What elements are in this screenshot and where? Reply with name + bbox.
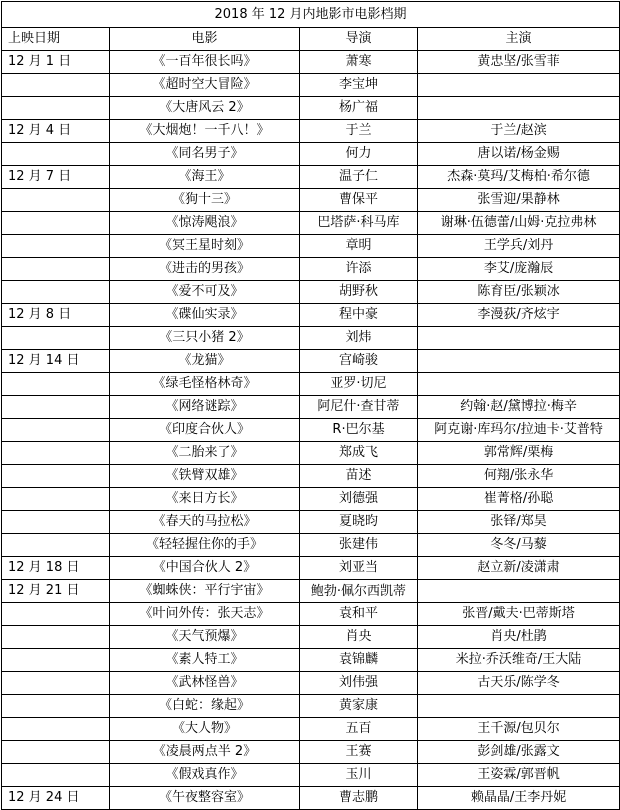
table-row bbox=[2, 120, 620, 143]
director-cell: 巴塔萨·科马库 bbox=[300, 212, 418, 235]
movie-title-cell: 《凌晨两点半 2》 bbox=[110, 741, 300, 764]
table-row bbox=[2, 189, 620, 212]
cast-cell: 谢琳·伍德蕾/山姆·克拉弗林 bbox=[418, 212, 620, 235]
release-date-cell bbox=[2, 764, 110, 787]
release-date-cell bbox=[2, 97, 110, 120]
cast-cell: 约翰·赵/黛博拉·梅辛 bbox=[418, 396, 620, 419]
release-date-cell: 12 月 8 日 bbox=[2, 304, 110, 327]
movie-title-cell: 《来日方长》 bbox=[110, 488, 300, 511]
table-row bbox=[2, 465, 620, 488]
release-date-cell bbox=[2, 396, 110, 419]
cast-cell: 古天乐/陈学冬 bbox=[418, 672, 620, 695]
director-cell: 亚罗·切尼 bbox=[300, 373, 418, 396]
release-date-cell bbox=[2, 143, 110, 166]
director-cell: 胡野秋 bbox=[300, 281, 418, 304]
release-date-cell bbox=[2, 258, 110, 281]
movie-title-cell: 《中国合伙人 2》 bbox=[110, 557, 300, 580]
director-cell: 刘德强 bbox=[300, 488, 418, 511]
release-date-cell bbox=[2, 373, 110, 396]
director-cell: 黄家康 bbox=[300, 695, 418, 718]
release-date-cell bbox=[2, 603, 110, 626]
release-date-cell: 12 月 21 日 bbox=[2, 580, 110, 603]
release-date-cell bbox=[2, 212, 110, 235]
cast-cell: 王千源/包贝尔 bbox=[418, 718, 620, 741]
movie-title-cell: 《叶问外传：张天志》 bbox=[110, 603, 300, 626]
release-date-cell bbox=[2, 465, 110, 488]
movie-title-cell: 《印度合伙人》 bbox=[110, 419, 300, 442]
director-cell: 玉川 bbox=[300, 764, 418, 787]
cast-cell bbox=[418, 350, 620, 373]
cast-cell: 张晋/戴夫·巴蒂斯塔 bbox=[418, 603, 620, 626]
table-row bbox=[2, 97, 620, 120]
table-row bbox=[2, 304, 620, 327]
title-row bbox=[2, 2, 620, 28]
table-row bbox=[2, 603, 620, 626]
table-row bbox=[2, 51, 620, 74]
release-date-cell bbox=[2, 442, 110, 465]
release-date-cell bbox=[2, 327, 110, 350]
movie-title-cell: 《轻轻握住你的手》 bbox=[110, 534, 300, 557]
table-row bbox=[2, 143, 620, 166]
cast-cell: 李漫荻/齐炫宇 bbox=[418, 304, 620, 327]
cast-cell: 米拉·乔沃维奇/王大陆 bbox=[418, 649, 620, 672]
movie-title-cell: 《龙猫》 bbox=[110, 350, 300, 373]
cast-cell: 阿克谢·库玛尔/拉迪卡·艾普特 bbox=[418, 419, 620, 442]
table-row bbox=[2, 787, 620, 810]
cast-cell: 张雪迎/果静林 bbox=[418, 189, 620, 212]
movie-title-cell: 《绿毛怪格林奇》 bbox=[110, 373, 300, 396]
release-date-cell bbox=[2, 672, 110, 695]
director-cell: 刘伟强 bbox=[300, 672, 418, 695]
release-date-cell: 12 月 4 日 bbox=[2, 120, 110, 143]
table-row bbox=[2, 281, 620, 304]
table-row bbox=[2, 649, 620, 672]
cast-cell bbox=[418, 327, 620, 350]
release-date-cell bbox=[2, 189, 110, 212]
cast-cell: 崔菁格/孙聪 bbox=[418, 488, 620, 511]
movie-title-cell: 《冥王星时刻》 bbox=[110, 235, 300, 258]
release-date-cell bbox=[2, 718, 110, 741]
table-row bbox=[2, 166, 620, 189]
release-date-cell bbox=[2, 488, 110, 511]
movie-title-cell: 《二胎来了》 bbox=[110, 442, 300, 465]
cast-cell: 何翔/张永华 bbox=[418, 465, 620, 488]
cast-cell: 杰森·莫玛/艾梅柏·希尔德 bbox=[418, 166, 620, 189]
table-row bbox=[2, 580, 620, 603]
movie-title-cell: 《天气预爆》 bbox=[110, 626, 300, 649]
movie-title-cell: 《假戏真作》 bbox=[110, 764, 300, 787]
cast-cell: 肖央/杜鹃 bbox=[418, 626, 620, 649]
release-date-cell bbox=[2, 741, 110, 764]
release-date-cell bbox=[2, 534, 110, 557]
cast-cell: 张铎/郑昊 bbox=[418, 511, 620, 534]
movie-title-cell: 《进击的男孩》 bbox=[110, 258, 300, 281]
movie-title-cell: 《惊涛飓浪》 bbox=[110, 212, 300, 235]
director-cell: 五百 bbox=[300, 718, 418, 741]
movie-title-cell: 《铁臂双雄》 bbox=[110, 465, 300, 488]
cast-cell: 郭常辉/栗梅 bbox=[418, 442, 620, 465]
director-cell: R·巴尔基 bbox=[300, 419, 418, 442]
release-date-cell bbox=[2, 419, 110, 442]
movie-title-cell: 《武林怪兽》 bbox=[110, 672, 300, 695]
movie-title-cell: 《爱不可及》 bbox=[110, 281, 300, 304]
director-cell: 曹保平 bbox=[300, 189, 418, 212]
table-row bbox=[2, 396, 620, 419]
movie-title-cell: 《同名男子》 bbox=[110, 143, 300, 166]
director-cell: 张建伟 bbox=[300, 534, 418, 557]
table-row bbox=[2, 373, 620, 396]
table-row bbox=[2, 442, 620, 465]
director-cell: 苗述 bbox=[300, 465, 418, 488]
table-row bbox=[2, 258, 620, 281]
table-title: 2018 年 12 月内地影市电影档期 bbox=[2, 2, 620, 28]
table-row bbox=[2, 718, 620, 741]
cast-cell: 冬冬/马藜 bbox=[418, 534, 620, 557]
table-row bbox=[2, 74, 620, 97]
director-cell: 萧寒 bbox=[300, 51, 418, 74]
movie-title-cell: 《网络谜踪》 bbox=[110, 396, 300, 419]
cast-cell: 唐以诺/杨金赐 bbox=[418, 143, 620, 166]
cast-cell: 王姿霖/郭晋帆 bbox=[418, 764, 620, 787]
director-cell: 宫崎骏 bbox=[300, 350, 418, 373]
cast-cell: 陈育臣/张颖冰 bbox=[418, 281, 620, 304]
release-date-cell: 12 月 18 日 bbox=[2, 557, 110, 580]
movie-title-cell: 《白蛇：缘起》 bbox=[110, 695, 300, 718]
director-cell: 许添 bbox=[300, 258, 418, 281]
movie-title-cell: 《午夜整容室》 bbox=[110, 787, 300, 810]
director-cell: 温子仁 bbox=[300, 166, 418, 189]
table-row bbox=[2, 350, 620, 373]
table-row bbox=[2, 235, 620, 258]
cast-cell: 赵立新/凌潇肃 bbox=[418, 557, 620, 580]
director-cell: 刘炜 bbox=[300, 327, 418, 350]
release-date-cell: 12 月 1 日 bbox=[2, 51, 110, 74]
director-cell: 曹志鹏 bbox=[300, 787, 418, 810]
header-movie: 电影 bbox=[110, 28, 300, 51]
movie-title-cell: 《蜘蛛侠：平行宇宙》 bbox=[110, 580, 300, 603]
director-cell: 肖央 bbox=[300, 626, 418, 649]
movie-title-cell: 《素人特工》 bbox=[110, 649, 300, 672]
table-row bbox=[2, 672, 620, 695]
table-row bbox=[2, 488, 620, 511]
release-date-cell bbox=[2, 626, 110, 649]
release-date-cell bbox=[2, 511, 110, 534]
cast-cell bbox=[418, 97, 620, 120]
header-director: 导演 bbox=[300, 28, 418, 51]
cast-cell bbox=[418, 695, 620, 718]
movie-title-cell: 《大人物》 bbox=[110, 718, 300, 741]
director-cell: 王赛 bbox=[300, 741, 418, 764]
release-date-cell bbox=[2, 649, 110, 672]
movie-title-cell: 《大烟炮！一千八！》 bbox=[110, 120, 300, 143]
director-cell: 郑成飞 bbox=[300, 442, 418, 465]
header-cast: 主演 bbox=[418, 28, 620, 51]
release-date-cell: 12 月 14 日 bbox=[2, 350, 110, 373]
movie-schedule-table bbox=[1, 1, 620, 810]
cast-cell: 李艾/庞瀚辰 bbox=[418, 258, 620, 281]
director-cell: 鲍勃·佩尔西凯蒂 bbox=[300, 580, 418, 603]
release-date-cell bbox=[2, 74, 110, 97]
cast-cell: 王学兵/刘丹 bbox=[418, 235, 620, 258]
table-row bbox=[2, 212, 620, 235]
director-cell: 于兰 bbox=[300, 120, 418, 143]
table-body bbox=[2, 51, 620, 810]
director-cell: 李宝坤 bbox=[300, 74, 418, 97]
release-date-cell bbox=[2, 695, 110, 718]
cast-cell bbox=[418, 373, 620, 396]
movie-title-cell: 《一百年很长吗》 bbox=[110, 51, 300, 74]
director-cell: 章明 bbox=[300, 235, 418, 258]
cast-cell: 彭剑雄/张露文 bbox=[418, 741, 620, 764]
table-row bbox=[2, 695, 620, 718]
director-cell: 刘亚当 bbox=[300, 557, 418, 580]
director-cell: 阿尼什·查甘蒂 bbox=[300, 396, 418, 419]
movie-title-cell: 《超时空大冒险》 bbox=[110, 74, 300, 97]
header-row bbox=[2, 28, 620, 51]
movie-title-cell: 《大唐风云 2》 bbox=[110, 97, 300, 120]
cast-cell: 黄忠坚/张雪菲 bbox=[418, 51, 620, 74]
director-cell: 袁锦麟 bbox=[300, 649, 418, 672]
director-cell: 夏晓昀 bbox=[300, 511, 418, 534]
table-row bbox=[2, 764, 620, 787]
table-row bbox=[2, 327, 620, 350]
movie-title-cell: 《海王》 bbox=[110, 166, 300, 189]
movie-title-cell: 《三只小猪 2》 bbox=[110, 327, 300, 350]
director-cell: 袁和平 bbox=[300, 603, 418, 626]
movie-title-cell: 《碟仙实录》 bbox=[110, 304, 300, 327]
table-row bbox=[2, 534, 620, 557]
movie-title-cell: 《春天的马拉松》 bbox=[110, 511, 300, 534]
table-row bbox=[2, 511, 620, 534]
release-date-cell: 12 月 24 日 bbox=[2, 787, 110, 810]
director-cell: 杨广福 bbox=[300, 97, 418, 120]
movie-title-cell: 《狗十三》 bbox=[110, 189, 300, 212]
table-row bbox=[2, 741, 620, 764]
release-date-cell: 12 月 7 日 bbox=[2, 166, 110, 189]
release-date-cell bbox=[2, 281, 110, 304]
header-release-date: 上映日期 bbox=[2, 28, 110, 51]
release-date-cell bbox=[2, 235, 110, 258]
cast-cell bbox=[418, 74, 620, 97]
cast-cell bbox=[418, 580, 620, 603]
cast-cell: 赖晶晶/王李丹妮 bbox=[418, 787, 620, 810]
director-cell: 程中豪 bbox=[300, 304, 418, 327]
director-cell: 何力 bbox=[300, 143, 418, 166]
table-row bbox=[2, 419, 620, 442]
table-row bbox=[2, 557, 620, 580]
cast-cell: 于兰/赵滨 bbox=[418, 120, 620, 143]
table-row bbox=[2, 626, 620, 649]
